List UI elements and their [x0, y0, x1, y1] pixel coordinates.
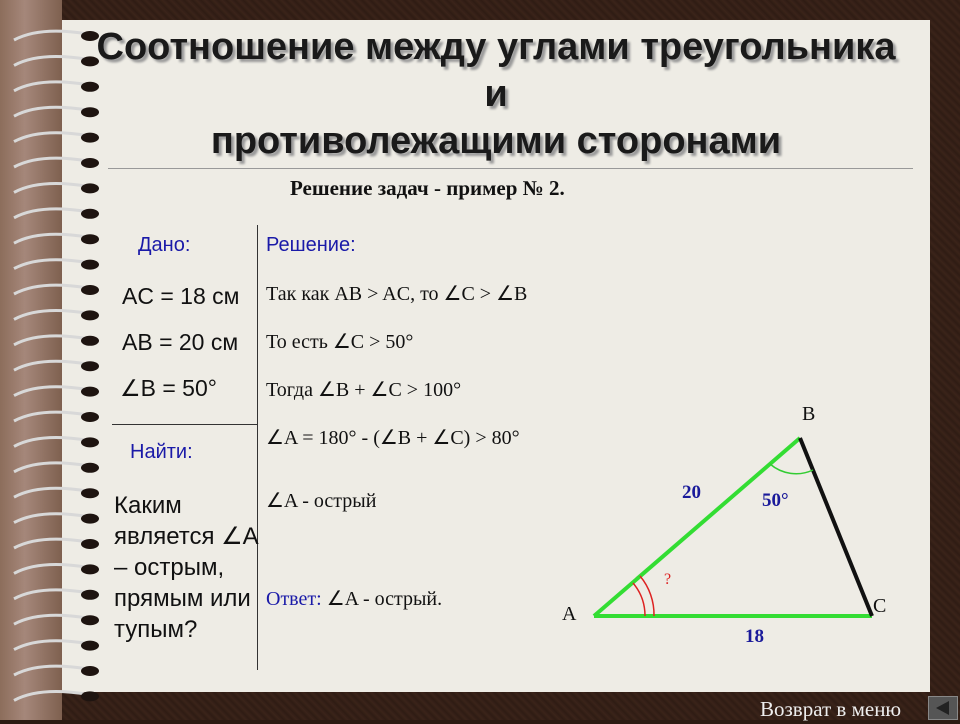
angle-b-value: 50° — [762, 490, 789, 511]
vertex-a-label: A — [562, 603, 577, 625]
given-item-ab: AB = 20 см — [122, 329, 239, 355]
solution-line-1: Так как AB > AC, то ∠C > ∠B — [266, 283, 528, 305]
side-ab-length: 20 — [682, 482, 701, 503]
back-to-menu-button[interactable] — [928, 696, 958, 720]
vertex-c-label: C — [873, 595, 887, 617]
side-ac-length: 18 — [745, 626, 764, 647]
given-item-ac: AC = 18 см — [122, 283, 240, 309]
find-label: Найти: — [130, 441, 193, 463]
side-ab — [594, 438, 800, 616]
angle-a-arc-outer — [640, 576, 654, 616]
subtitle: Решение задач - пример № 2. — [290, 176, 565, 200]
back-arrow-icon — [929, 697, 957, 719]
solution-label: Решение: — [266, 234, 356, 256]
given-label: Дано: — [138, 234, 191, 256]
solution-line-5: ∠A - острый — [266, 490, 377, 512]
given-item-angle-b: ∠B = 50° — [120, 375, 217, 401]
side-bc — [800, 438, 872, 616]
find-question: Каким является ∠A – острым, прямым или тупым? — [114, 492, 258, 643]
title-line-1: Соотношение между углами треугольника — [96, 26, 896, 68]
solution-line-4: ∠A = 180° - (∠B + ∠C) > 80° — [266, 427, 520, 449]
answer-value: ∠A - острый. — [326, 588, 443, 610]
angle-b-arc — [770, 464, 813, 474]
solution-line-3: Тогда ∠B + ∠C > 100° — [266, 379, 462, 401]
vertex-b-label: B — [802, 403, 816, 425]
solution-line-2: То есть ∠C > 50° — [266, 331, 414, 353]
angle-a-arc-inner — [633, 583, 645, 616]
back-to-menu-link[interactable]: Возврат в меню — [760, 697, 902, 721]
angle-a-unknown: ? — [664, 571, 672, 588]
title-line-3: противолежащими сторонами — [210, 120, 782, 162]
title-line-2: и — [484, 73, 508, 115]
answer-label: Ответ: — [266, 588, 322, 610]
